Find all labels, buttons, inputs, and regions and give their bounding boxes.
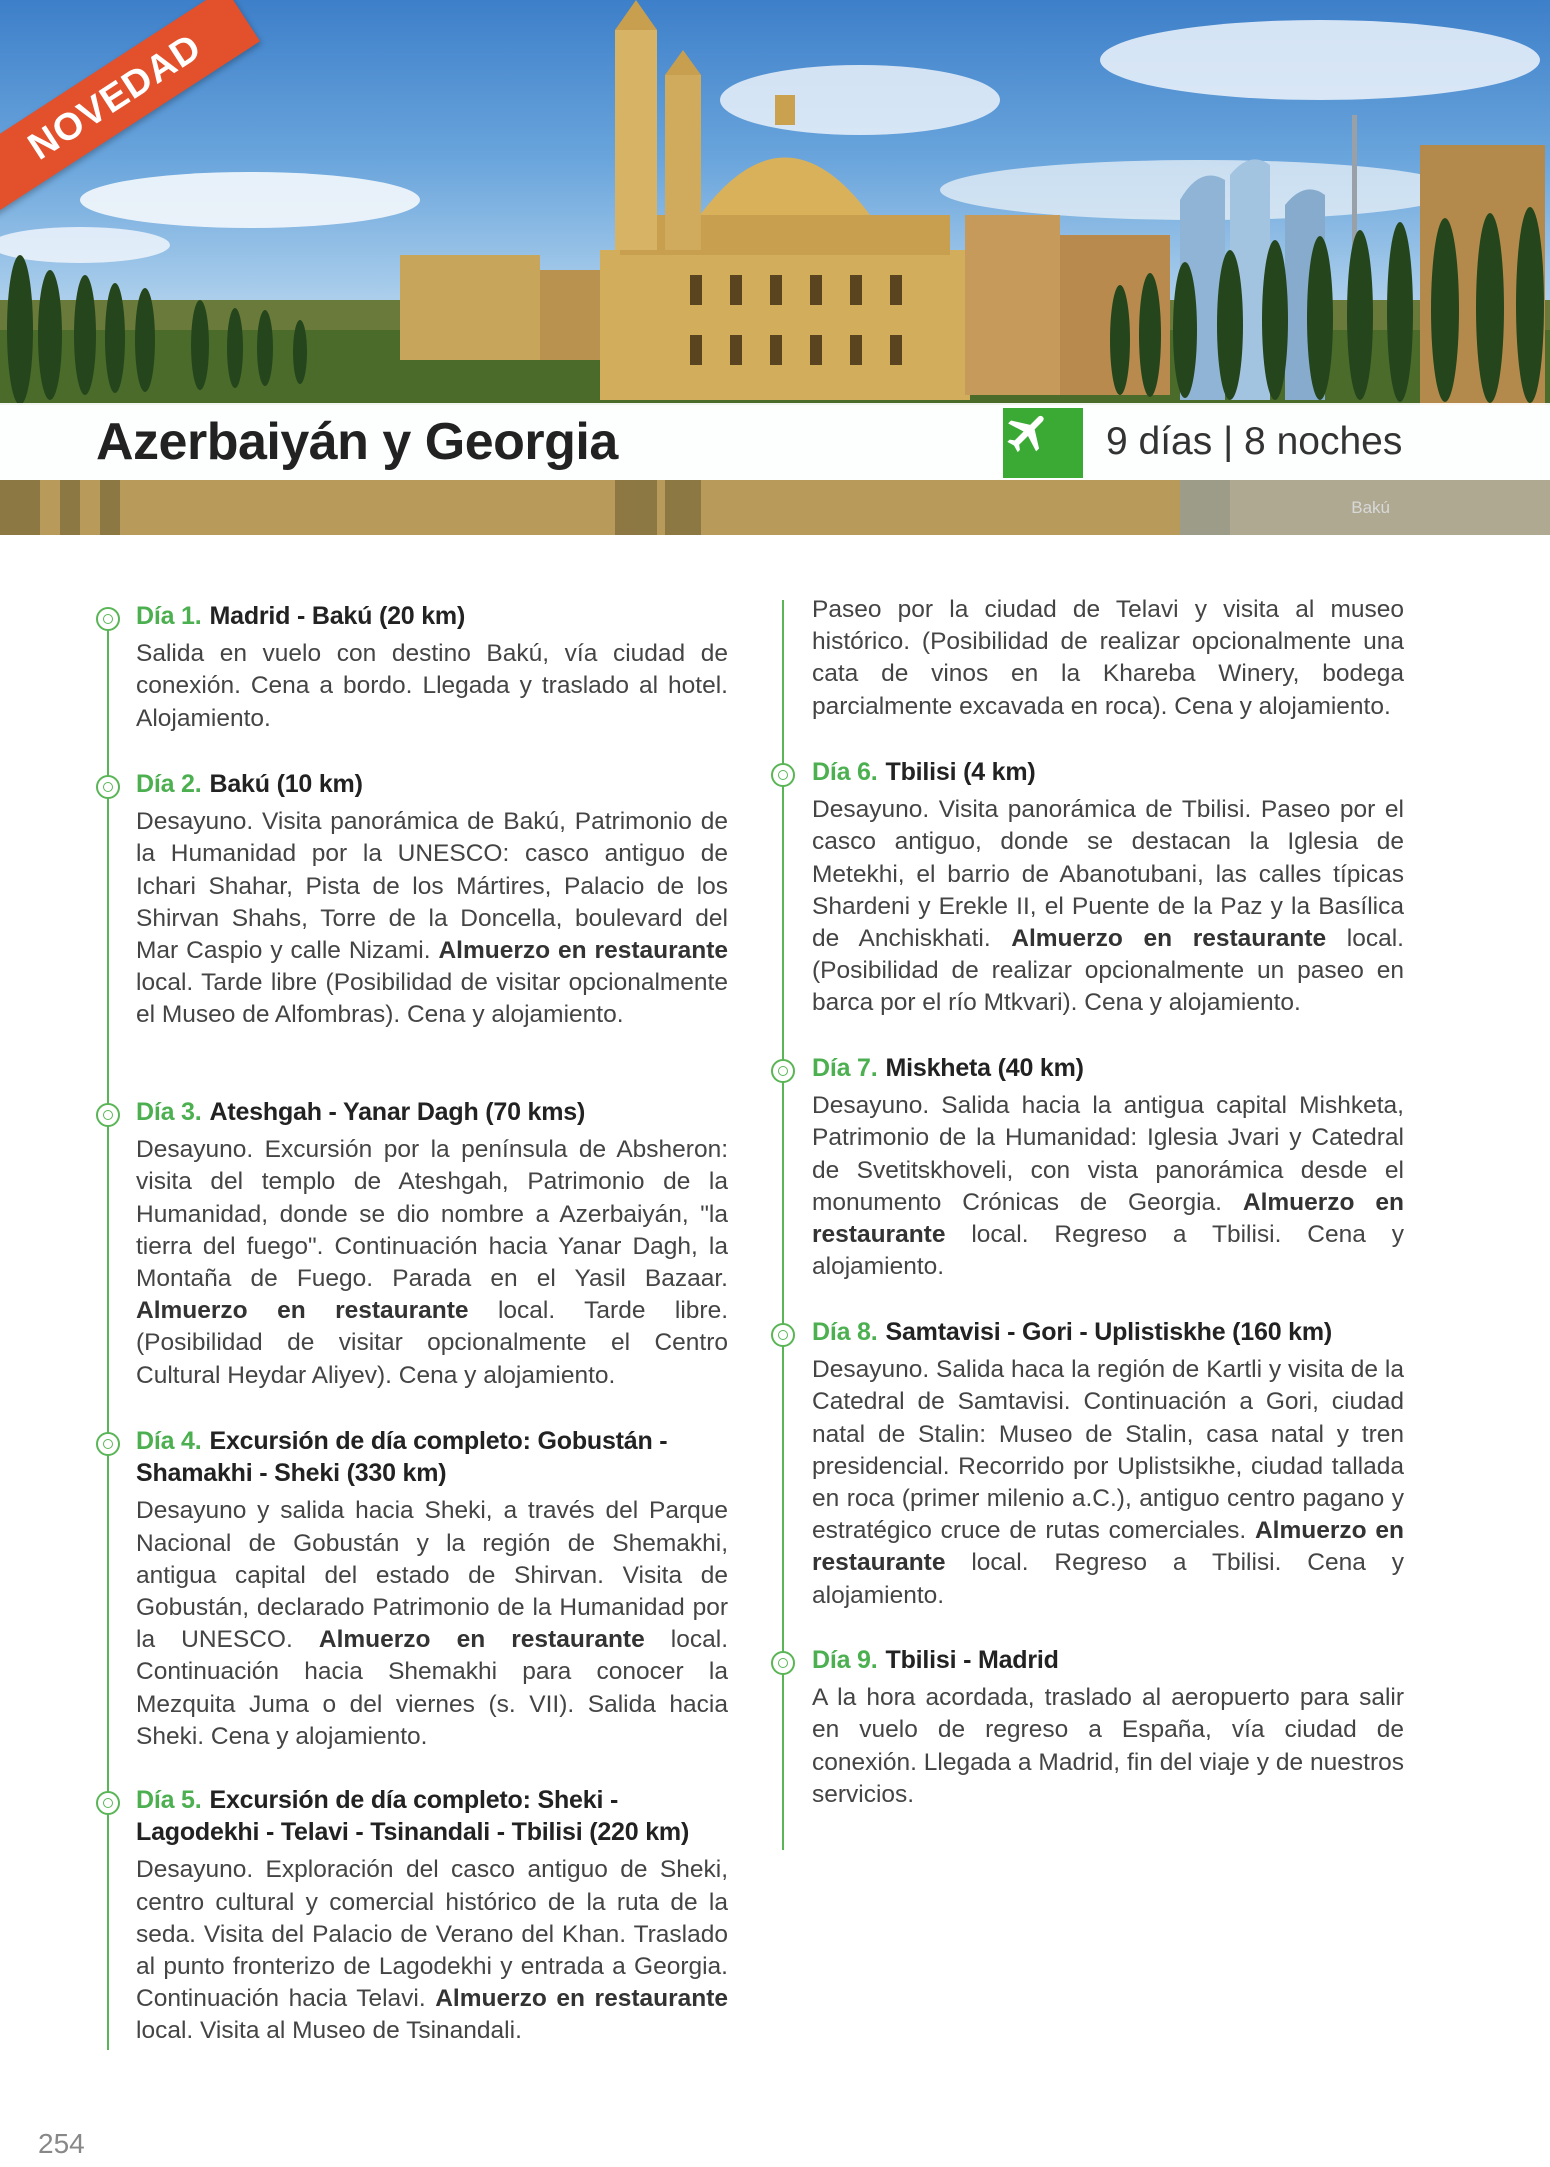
highlight-meal: Almuerzo en restaurante xyxy=(318,1626,645,1654)
day-number: Día 2. xyxy=(136,770,202,798)
day-description: Desayuno. Excursión por la península de Absheron: visita del templo de Ateshgah, Patrimonio de la Humanidad, donde se dio nombre a Azerbaiyán, "la tierra del fuego". Continuación hacia Yanar Dagh, la Montaña de Fuego. Parada en el Yasil Bazaar. Almuerzo en restaurante local. Tarde libre. (Posibilidad de visitar opcionalmente el Centro Cultural Heydar Aliyev). Cena y alojamiento. xyxy=(136,1136,729,1389)
day-description: A la hora acordada, traslado al aeropuerto para salir en vuelo de regreso a España, vía ciudad de conexión. Llegada a Madrid, fin del viaje y de nuestros servicios. xyxy=(812,1684,1404,1808)
photo-caption: Bakú xyxy=(1351,498,1390,517)
day-heading xyxy=(136,1425,728,1489)
day-title: Tbilisi - Madrid xyxy=(885,1646,1059,1674)
day-5 xyxy=(136,1784,728,2048)
circle-bullet-icon xyxy=(771,1059,795,1083)
day-description: Desayuno. Visita panorámica de Bakú, Patrimonio de la Humanidad por la UNESCO: casco antiguo de Ichari Shahar, Pista de los Mártires, Palacio de los Shirvan Shahs, Torre de la Doncella, boulevard del Mar Caspio y calle Nizami. Almuerzo en restaurante local. Tarde libre (Posibilidad de visitar opcionalmente el Museo de Alfombras). Cena y alojamiento. xyxy=(136,808,728,1029)
circle-bullet-icon xyxy=(771,1651,795,1675)
day-heading xyxy=(812,756,1404,788)
trip-duration: 9 días | 8 noches xyxy=(1106,420,1403,463)
circle-bullet-icon xyxy=(96,1432,120,1456)
page-title: Azerbaiyán y Georgia xyxy=(96,413,618,471)
day-title: Tbilisi (4 km) xyxy=(885,758,1036,786)
day-title: Madrid - Bakú (20 km) xyxy=(209,602,466,630)
day-5-continued xyxy=(812,594,1404,723)
day-2 xyxy=(136,768,728,1032)
day-number: Día 8. xyxy=(812,1318,878,1346)
day-description: Desayuno. Visita panorámica de Tbilisi. Paseo por el casco antiguo, donde se destacan la Iglesia de Metekhi, el barrio de Abanotubani, las calles típicas Shardeni y Erekle II, el Puente de la Paz y la Basílica de Anchiskhati. Almuerzo en restaurante local. (Posibilidad de realizar opcionalmente un paseo en barca por el río Mtkvari). Cena y alojamiento. xyxy=(812,796,1404,1017)
circle-bullet-icon xyxy=(771,763,795,787)
page-number: 254 xyxy=(38,2128,85,2159)
circle-bullet-icon xyxy=(96,1791,120,1815)
day-7 xyxy=(812,1052,1404,1283)
day-9 xyxy=(812,1644,1404,1811)
day-8 xyxy=(812,1316,1404,1612)
day-3 xyxy=(136,1096,728,1392)
day-1 xyxy=(136,600,728,735)
day-title: Bakú (10 km) xyxy=(209,770,363,798)
day-title: Excursión de día completo: Sheki - Lagodekhi - Telavi - Tsinandali - Tbilisi (220 km) xyxy=(136,1786,690,1847)
day-title: Samtavisi - Gori - Uplistiskhe (160 km) xyxy=(885,1318,1333,1346)
day-number: Día 9. xyxy=(812,1646,878,1674)
airplane-icon xyxy=(1003,408,1083,478)
day-number: Día 6. xyxy=(812,758,878,786)
highlight-meal: Almuerzo en restaurante xyxy=(435,1985,728,2013)
day-description: Desayuno. Exploración del casco antiguo de Sheki, centro cultural y comercial histórico de la ruta de la seda. Visita del Palacio de Verano del Khan. Traslado al punto fronterizo de Lagodekhi y entrada a Georgia. Continuación hacia Telavi. Almuerzo en restaurante local. Visita al Museo de Tsinandali. xyxy=(136,1856,728,2045)
day-title: Miskheta (40 km) xyxy=(885,1054,1084,1082)
highlight-meal: Almuerzo en restaurante xyxy=(812,1517,1404,1577)
circle-bullet-icon xyxy=(96,775,120,799)
day-heading xyxy=(136,1096,728,1128)
day-title: Excursión de día completo: Gobustán - Shamakhi - Sheki (330 km) xyxy=(136,1427,668,1488)
day-number: Día 7. xyxy=(812,1054,878,1082)
day-heading xyxy=(136,600,728,632)
timeline-left xyxy=(107,630,109,2050)
day-heading xyxy=(812,1052,1404,1084)
ribbon-label: NOVEDAD xyxy=(20,25,209,169)
day-heading xyxy=(812,1644,1404,1676)
day-number: Día 3. xyxy=(136,1098,202,1126)
day-heading xyxy=(812,1316,1404,1348)
circle-bullet-icon xyxy=(96,607,120,631)
day-title: Ateshgah - Yanar Dagh (70 kms) xyxy=(209,1098,586,1126)
day-description: Paseo por la ciudad de Telavi y visita al museo histórico. (Posibilidad de realizar opcionalmente una cata de vinos en la Khareba Winery, bodega parcialmente excavada en roca). Cena y alojamiento. xyxy=(812,596,1404,720)
highlight-meal: Almuerzo en restaurante xyxy=(1011,925,1327,953)
day-4 xyxy=(136,1425,728,1753)
circle-bullet-icon xyxy=(771,1323,795,1347)
highlight-meal: Almuerzo en restaurante xyxy=(136,1297,469,1325)
day-heading xyxy=(136,768,728,800)
day-number: Día 4. xyxy=(136,1427,202,1455)
day-description: Desayuno. Salida haca la región de Kartli y visita de la Catedral de Samtavisi. Continuación a Gori, ciudad natal de Stalin: Museo de Stalin, casa natal y tren presidencial. Recorrido por Uplistsikhe, ciudad tallada en roca (primer milenio a.C.), antiguo centro pagano y estratégico cruce de rutas comerciales. Almuerzo en restaurante local. Regreso a Tbilisi. Cena y alojamiento. xyxy=(812,1356,1404,1609)
hero-image xyxy=(0,0,1550,535)
day-number: Día 5. xyxy=(136,1786,202,1814)
day-description: Desayuno y salida hacia Sheki, a través del Parque Nacional de Gobustán y la región de Shemakhi, antigua capital del estado de Shirvan. Visita de Gobustán, declarado Patrimonio de la Humanidad por la UNESCO. Almuerzo en restaurante local. Continuación hacia Shemakhi para conocer la Mezquita Juma o del viernes (s. VII). Salida hacia Sheki. Cena y alojamiento. xyxy=(136,1497,728,1750)
day-description: Salida en vuelo con destino Bakú, vía ciudad de conexión. Cena a bordo. Llegada y traslado al hotel. Alojamiento. xyxy=(136,640,728,732)
day-heading xyxy=(136,1784,728,1848)
day-description: Desayuno. Salida hacia la antigua capital Mishketa, Patrimonio de la Humanidad: Iglesia Jvari y Catedral de Svetitskhoveli, con vista panorámica desde el monumento Crónicas de Georgia. Almuerzo en restaurante local. Regreso a Tbilisi. Cena y alojamiento. xyxy=(812,1092,1404,1281)
circle-bullet-icon xyxy=(96,1103,120,1127)
day-number: Día 1. xyxy=(136,602,202,630)
day-6 xyxy=(812,756,1404,1020)
highlight-meal: Almuerzo en restaurante xyxy=(812,1188,1404,1249)
highlight-meal: Almuerzo en restaurante xyxy=(438,937,728,965)
